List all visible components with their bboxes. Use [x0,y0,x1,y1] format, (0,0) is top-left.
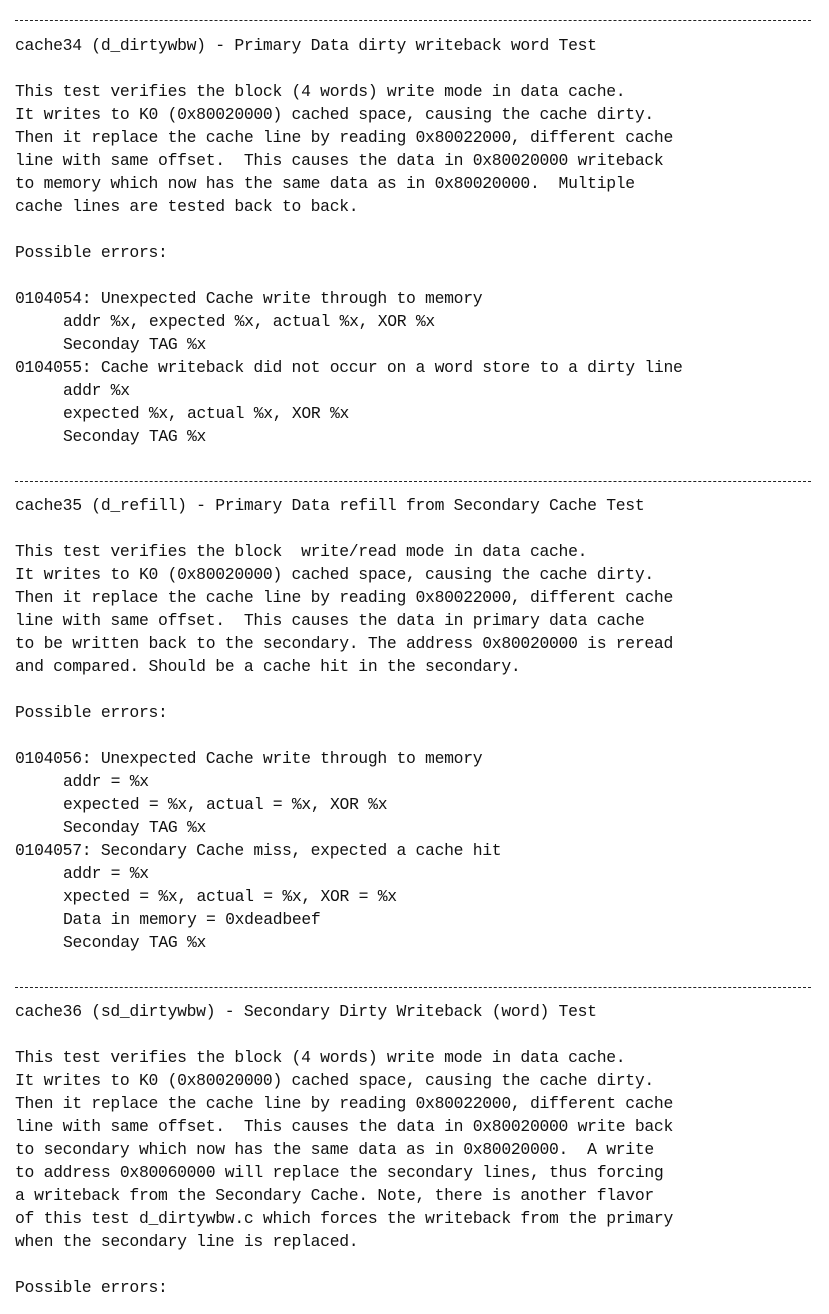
error-detail-line: Data in memory = 0xdeadbeef [63,910,321,929]
error-detail-line: Seconday TAG %x [63,818,207,837]
section-heading: cache34 (d_dirtywbw) - Primary Data dirty writeback word Test [15,36,597,55]
description-line: to address 0x80060000 will replace the secondary lines, thus forcing [15,1163,664,1182]
error-detail-line: addr = %x [63,864,149,883]
error-code-line: 0104054: Unexpected Cache write through to memory [15,289,483,308]
description-line: This test verifies the block (4 words) write mode in data cache. [15,82,626,101]
errors-label: Possible errors: [15,1278,168,1297]
description-line: to be written back to the secondary. The address 0x80020000 is reread [15,634,673,653]
error-detail-line: Seconday TAG %x [63,427,207,446]
error-detail-line: addr %x, expected %x, actual %x, XOR %x [63,312,435,331]
description-line: Then it replace the cache line by reading 0x80022000, different cache [15,1094,673,1113]
description-line: line with same offset. This causes the data in 0x80020000 writeback [15,151,664,170]
description-line: and compared. Should be a cache hit in the secondary. [15,657,521,676]
error-code-line: 0104055: Cache writeback did not occur on a word store to a dirty line [15,358,683,377]
description-line: This test verifies the block write/read mode in data cache. [15,542,588,561]
description-line: to memory which now has the same data as in 0x80020000. Multiple [15,174,635,193]
section-divider [15,20,811,21]
description-line: It writes to K0 (0x80020000) cached space, causing the cache dirty. [15,1071,654,1090]
description-line: It writes to K0 (0x80020000) cached space, causing the cache dirty. [15,565,654,584]
error-detail-line: Seconday TAG %x [63,933,207,952]
error-code-line: 0104057: Secondary Cache miss, expected a cache hit [15,841,502,860]
description-line: to secondary which now has the same data as in 0x80020000. A write [15,1140,654,1159]
section-heading: cache35 (d_refill) - Primary Data refill from Secondary Cache Test [15,496,645,515]
errors-label: Possible errors: [15,703,168,722]
error-detail-line: addr %x [63,381,130,400]
error-code-line: 0104056: Unexpected Cache write through to memory [15,749,483,768]
error-detail-line: expected %x, actual %x, XOR %x [63,404,350,423]
errors-label: Possible errors: [15,243,168,262]
description-line: This test verifies the block (4 words) write mode in data cache. [15,1048,626,1067]
error-detail-line: expected = %x, actual = %x, XOR %x [63,795,388,814]
section-divider [15,987,811,988]
section-heading: cache36 (sd_dirtywbw) - Secondary Dirty Writeback (word) Test [15,1002,597,1021]
section-divider [15,481,811,482]
description-line: line with same offset. This causes the data in primary data cache [15,611,645,630]
description-line: It writes to K0 (0x80020000) cached space, causing the cache dirty. [15,105,654,124]
error-detail-line: xpected = %x, actual = %x, XOR = %x [63,887,397,906]
description-line: Then it replace the cache line by reading 0x80022000, different cache [15,588,673,607]
description-line: a writeback from the Secondary Cache. Note, there is another flavor [15,1186,654,1205]
description-line: line with same offset. This causes the data in 0x80020000 write back [15,1117,673,1136]
description-line: Then it replace the cache line by reading 0x80022000, different cache [15,128,673,147]
error-detail-line: Seconday TAG %x [63,335,207,354]
error-detail-line: addr = %x [63,772,149,791]
description-line: when the secondary line is replaced. [15,1232,359,1251]
description-line: cache lines are tested back to back. [15,197,359,216]
description-line: of this test d_dirtywbw.c which forces the writeback from the primary [15,1209,673,1228]
